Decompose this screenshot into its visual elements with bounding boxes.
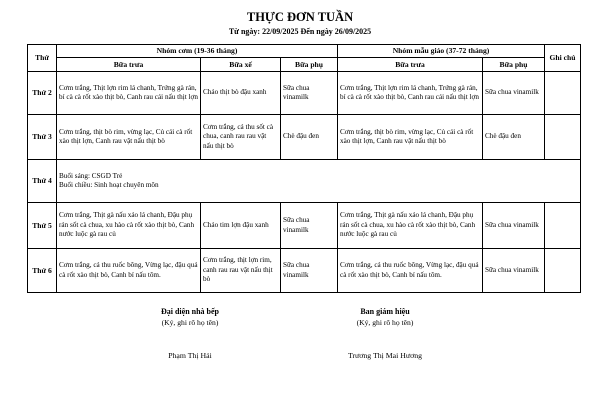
table-row bbox=[28, 203, 581, 249]
nt-side-cell: Sữa chua vinamilk bbox=[281, 203, 338, 249]
nt-lunch-cell: Cơm trắng, Thịt lợn rim lá chanh, Trứng gà rán, bí cà cà rốt xào thịt bò, Canh rau cải nấu thịt lợn bbox=[57, 72, 201, 115]
nt-afternoon-cell: Cháo tim lợn đậu xanh bbox=[201, 203, 281, 249]
day-cell: Thứ 6 bbox=[28, 249, 57, 293]
col-header-day: Thứ bbox=[28, 45, 57, 72]
col-header-side: Bữa phụ bbox=[281, 58, 338, 72]
note-cell bbox=[545, 115, 581, 160]
day-cell: Thứ 4 bbox=[28, 160, 57, 203]
mg-side-cell: Sữa chua vinamilk bbox=[483, 249, 545, 293]
nt-lunch-cell: Cơm trắng, cá thu ruốc bông, Vừng lạc, đậu quả cà rốt xào thịt bò, Canh bí nấu tôm. bbox=[57, 249, 201, 293]
note-cell bbox=[545, 72, 581, 115]
col-header-side-mg: Bữa phụ bbox=[483, 58, 545, 72]
nt-lunch-cell: Cơm trắng, thịt bò rim, vừng lạc, Củ cải cà rốt xào thịt lợn, Canh rau vặt nấu thịt bò bbox=[57, 115, 201, 160]
table-row bbox=[28, 160, 581, 203]
mg-lunch-cell: Cơm trắng, Thịt lợn rim lá chanh, Trứng gà rán, bí cà cà rốt xào thịt bò, Canh rau cải nấu thịt lợn bbox=[338, 72, 483, 115]
group-header-mau-giao: Nhóm mẫu giáo (37-72 tháng) bbox=[338, 45, 545, 58]
nt-afternoon-cell: Cơm trắng, thịt lợn rim, canh rau rau vặt nấu thịt bò bbox=[201, 249, 281, 293]
col-header-lunch-mg: Bữa trưa bbox=[338, 58, 483, 72]
weekly-menu-table bbox=[27, 44, 581, 293]
signature-name-board: Trương Thị Mai Hương bbox=[347, 351, 423, 360]
day-cell: Thứ 5 bbox=[28, 203, 57, 249]
signature-title-kitchen: Đại diện nhà bếp bbox=[160, 307, 220, 316]
signature-note-board: (Ký, ghi rõ họ tên) bbox=[356, 318, 414, 327]
table-row bbox=[28, 249, 581, 293]
col-header-lunch: Bữa trưa bbox=[57, 58, 201, 72]
table-row bbox=[28, 115, 581, 160]
signature-note-kitchen: (Ký, ghi rõ họ tên) bbox=[161, 318, 219, 327]
afternoon-activity: Buổi chiều: Sinh hoạt chuyên môn bbox=[59, 181, 159, 189]
signature-name-kitchen: Phạm Thị Hải bbox=[168, 351, 212, 360]
signature-block-kitchen bbox=[110, 307, 270, 327]
day-cell: Thứ 2 bbox=[28, 72, 57, 115]
day-cell: Thứ 3 bbox=[28, 115, 57, 160]
nt-afternoon-cell: Cháo thịt bò đậu xanh bbox=[201, 72, 281, 115]
note-cell bbox=[545, 249, 581, 293]
nt-afternoon-cell: Cơm trắng, cá thu sốt cà chua, canh rau rau vặt nấu thịt bò bbox=[201, 115, 281, 160]
mg-lunch-cell: Cơm trắng, thịt bò rim, vừng lạc, Củ cải cà rốt xào thịt lợn, Canh rau vặt nấu thịt bò bbox=[338, 115, 483, 160]
nt-lunch-cell: Cơm trắng, Thịt gà nấu xáo lá chanh, Đậu phụ rán sốt cà chua, xu hào cà rốt xào thịt bò, Canh nước luộc gà rau củ bbox=[57, 203, 201, 249]
note-cell bbox=[545, 203, 581, 249]
signature-title-board: Ban giám hiệu bbox=[360, 307, 410, 316]
mg-side-cell: Sữa chua vinamilk bbox=[483, 72, 545, 115]
col-header-afternoon: Bữa xế bbox=[201, 58, 281, 72]
nt-side-cell: Sữa chua vinamilk bbox=[281, 72, 338, 115]
nt-side-cell: Chè đậu đen bbox=[281, 115, 338, 160]
col-header-note: Ghi chú bbox=[545, 45, 581, 72]
signature-block-board bbox=[305, 307, 465, 327]
mg-lunch-cell: Cơm trắng, Thịt gà nấu xáo lá chanh, Đậu phụ rán sốt cà chua, xu hào cà rốt xào thịt bò, Canh nước luộc gà rau củ bbox=[338, 203, 483, 249]
header-row-groups bbox=[28, 45, 581, 58]
group-header-nha-tre: Nhóm cơm (19-36 tháng) bbox=[57, 45, 338, 58]
mg-side-cell: Chè đậu đen bbox=[483, 115, 545, 160]
date-range: Từ ngày: 22/09/2025 Đến ngày 26/09/2025 bbox=[228, 27, 372, 36]
mg-side-cell: Sữa chua vinamilk bbox=[483, 203, 545, 249]
nt-side-cell: Sữa chua vinamilk bbox=[281, 249, 338, 293]
wednesday-schedule-cell bbox=[57, 160, 581, 203]
morning-activity: Buổi sáng: CSGD Trẻ bbox=[59, 171, 123, 180]
page-title: THỰC ĐƠN TUẦN bbox=[246, 10, 354, 24]
mg-lunch-cell: Cơm trắng, cá thu ruốc bông, Vừng lạc, đậu quả cà rốt xào thịt bò, Canh bí nấu tôm. bbox=[338, 249, 483, 293]
header-row-meals bbox=[28, 58, 581, 72]
table-row bbox=[28, 72, 581, 115]
